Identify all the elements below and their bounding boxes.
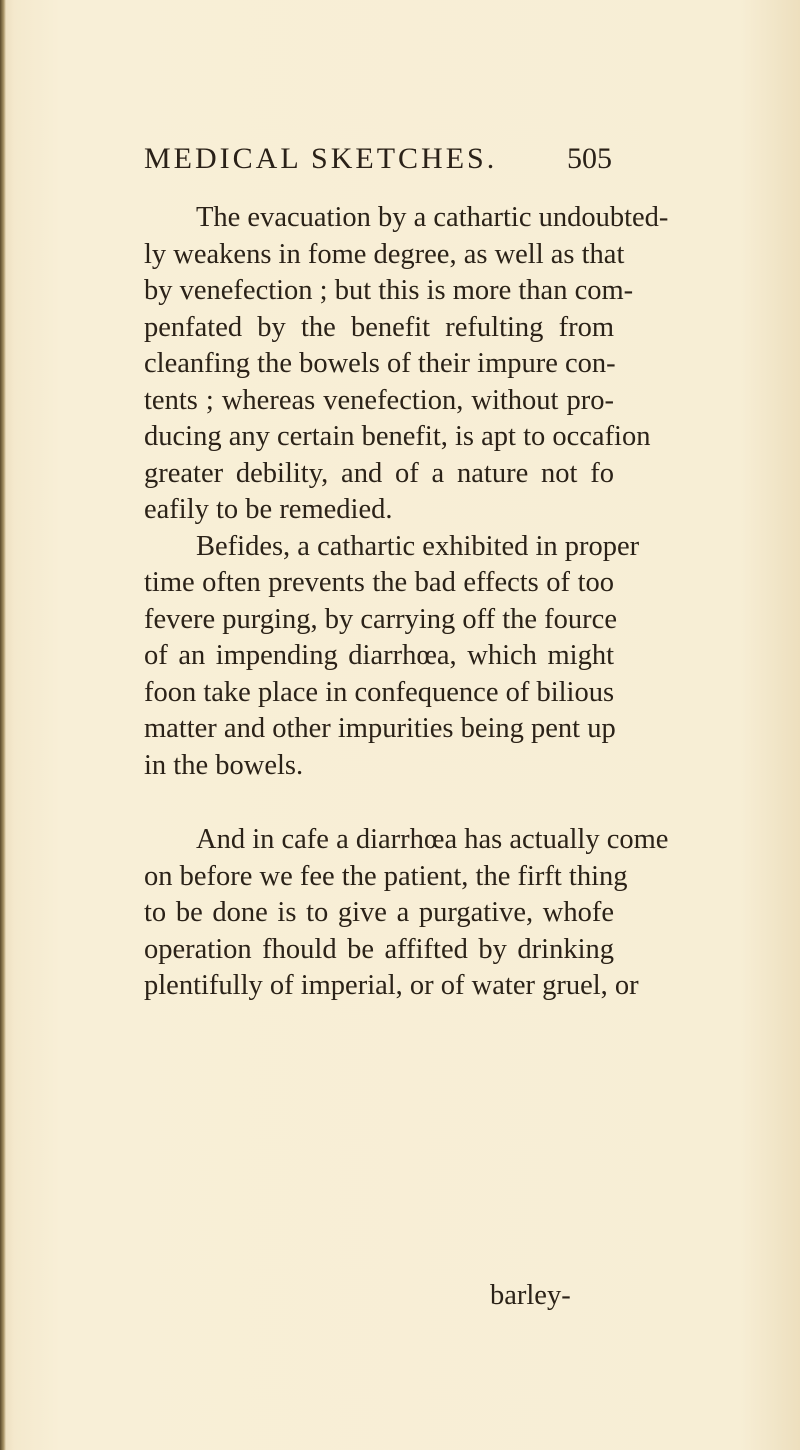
text-line: ly weakens in fome degree, as well as that	[144, 238, 625, 270]
paragraph-2	[144, 529, 640, 785]
text-line: by venefection ; but this is more than com-	[144, 275, 634, 306]
text-line: plentifully of imperial, or of water gruel, or	[144, 970, 639, 1001]
text-line: The evacuation by a cathartic undoubted-	[196, 202, 669, 233]
text-line: matter and other impurities being pent up	[144, 713, 616, 744]
text-line: on before we fee the patient, the firft thing	[144, 860, 628, 892]
text-line: greater debility, and of a nature not fo	[144, 457, 614, 489]
text-line: in the bowels.	[144, 749, 304, 781]
text-line: to be done is to give a purgative, whofe	[144, 897, 614, 928]
text-line: And in cafe a diarrhœa has actually come	[196, 824, 669, 855]
page-number: 505	[567, 142, 612, 175]
text-line: of an impending diarrhœa, which might	[144, 640, 614, 671]
running-title: MEDICAL SKETCHES.	[144, 142, 498, 175]
text-line: fevere purging, by carrying off the fource	[144, 603, 617, 635]
page-binding-edge	[0, 0, 6, 1450]
paragraph-3	[144, 822, 669, 1005]
text-line: time often prevents the bad effects of too	[144, 567, 614, 598]
paragraph-gap	[144, 784, 614, 822]
text-line: foon take place in confequence of bilious	[144, 676, 615, 708]
text-line: tents ; whereas venefection, without pro-	[144, 384, 614, 416]
paragraph-1	[144, 200, 669, 529]
text-line: Befides, a cathartic exhibited in proper	[196, 530, 640, 562]
text-line: eafily to be remedied.	[144, 494, 393, 525]
text-line: cleanfing the bowels of their impure con-	[144, 348, 616, 379]
text-line: penfated by the benefit refulting from	[144, 311, 614, 343]
catchword: barley-	[490, 1280, 571, 1311]
running-head	[144, 142, 612, 182]
body-text	[144, 200, 669, 1005]
text-line: operation fhould be affifted by drinking	[144, 933, 614, 965]
text-line: ducing any certain benefit, is apt to occafion	[144, 421, 651, 452]
